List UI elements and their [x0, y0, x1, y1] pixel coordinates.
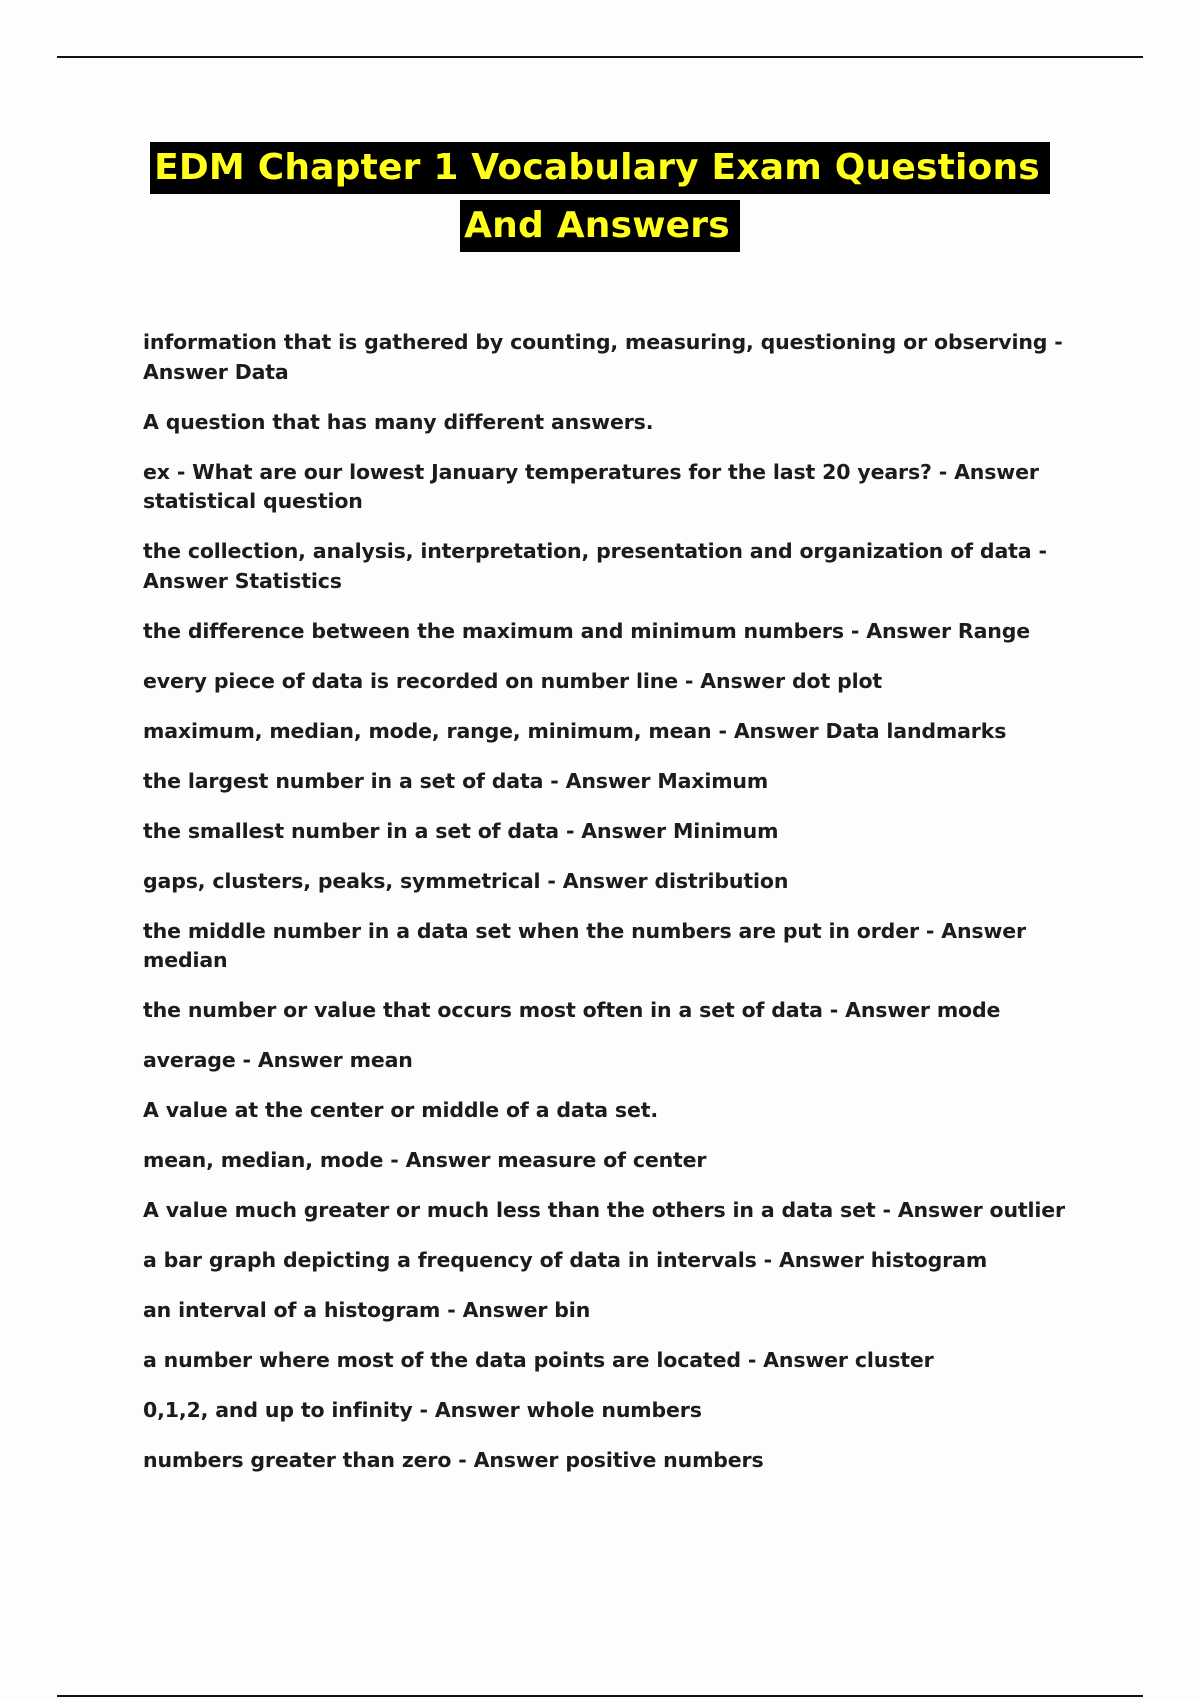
qa-list [143, 328, 1103, 1496]
title-line-2: And Answers [460, 200, 740, 252]
footer-rule [57, 1695, 1143, 1697]
qa-item: the smallest number in a set of data - Answer Minimum [143, 818, 779, 843]
qa-item: A question that has many different answers. [143, 409, 654, 434]
qa-item: an interval of a histogram - Answer bin [143, 1298, 591, 1322]
qa-item: gaps, clusters, peaks, symmetrical - Answer distribution [143, 868, 789, 893]
qa-item: mean, median, mode - Answer measure of center [143, 1148, 707, 1172]
header-rule [57, 56, 1143, 58]
qa-item: a number where most of the data points are located - Answer cluster [143, 1348, 934, 1372]
qa-item: maximum, median, mode, range, minimum, mean - Answer Data landmarks [143, 718, 1007, 743]
qa-item: a bar graph depicting a frequency of data in intervals - Answer histogram [143, 1248, 988, 1272]
qa-item: the collection, analysis, interpretation, presentation and organization of data - Answer Statistics [143, 539, 1047, 593]
qa-item: information that is gathered by counting, measuring, questioning or observing - Answer Data [143, 330, 1063, 384]
qa-item: A value at the center or middle of a data set. [143, 1098, 658, 1122]
qa-item: the largest number in a set of data - Answer Maximum [143, 768, 769, 793]
document-title [0, 142, 1200, 252]
qa-item: the difference between the maximum and minimum numbers - Answer Range [143, 618, 1030, 643]
qa-item: average - Answer mean [143, 1048, 413, 1072]
qa-item: A value much greater or much less than the others in a data set - Answer outlier [143, 1198, 1066, 1222]
qa-item: numbers greater than zero - Answer positive numbers [143, 1448, 764, 1472]
qa-item: every piece of data is recorded on number line - Answer dot plot [143, 668, 883, 693]
qa-item: 0,1,2, and up to infinity - Answer whole numbers [143, 1398, 702, 1422]
qa-item: the middle number in a data set when the numbers are put in order - Answer median [143, 918, 1026, 972]
title-line-1: EDM Chapter 1 Vocabulary Exam Questions [150, 142, 1050, 194]
qa-item: ex - What are our lowest January temperatures for the last 20 years? - Answer statistical question [143, 459, 1039, 513]
qa-item: the number or value that occurs most often in a set of data - Answer mode [143, 998, 1001, 1022]
